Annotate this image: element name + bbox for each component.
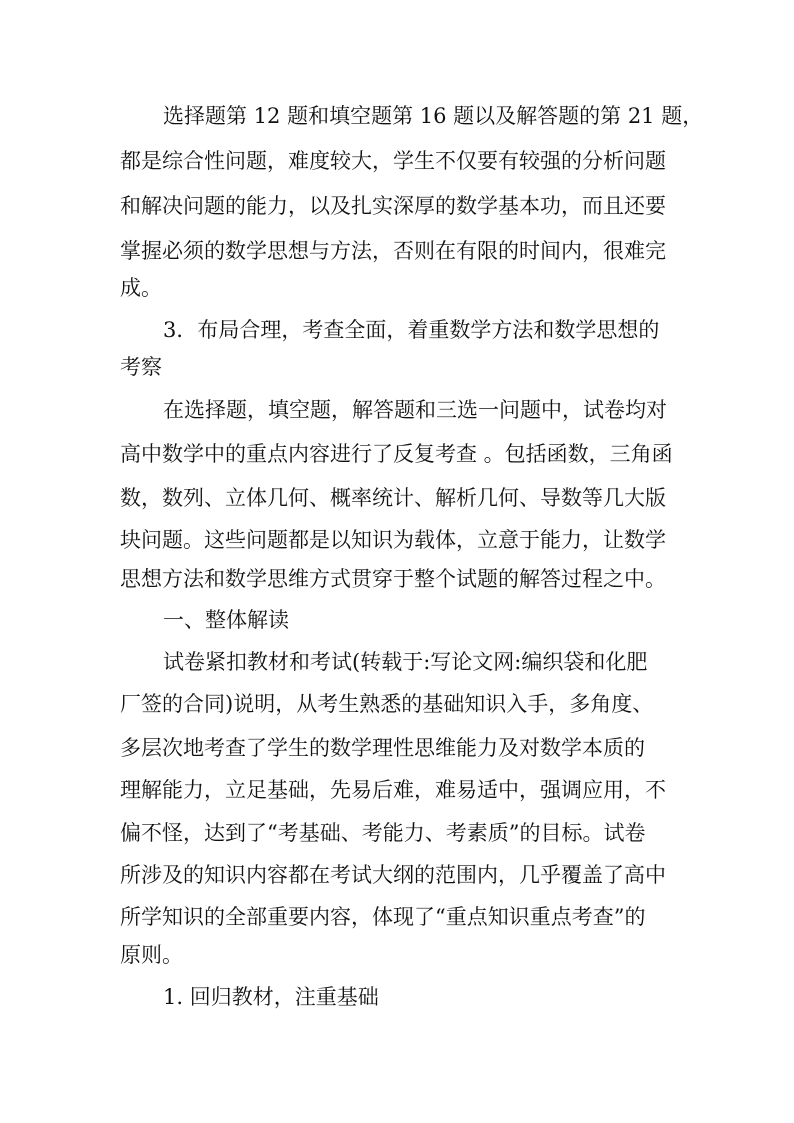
section-heading: 考察 <box>120 355 162 379</box>
paragraph-line: 块问题。这些问题都是以知识为载体，立意于能力，让数学 <box>120 528 666 552</box>
paragraph-line: 选择题第 12 题和填空题第 16 题以及解答题的第 21 题， <box>163 104 704 128</box>
paragraph-line: 所学知识的全部重要内容，体现了“重点知识重点考查”的 <box>120 905 646 929</box>
paragraph-line: 思想方法和数学思维方式贯穿于整个试题的解答过程之中。 <box>120 567 666 591</box>
paragraph-line: 理解能力，立足基础，先易后难，难易适中，强调应用，不 <box>120 778 666 802</box>
paragraph-line: 掌握必须的数学思想与方法，否则在有限的时间内，很难完 <box>120 239 666 263</box>
paragraph-line: 都是综合性问题，难度较大，学生不仅要有较强的分析问题 <box>120 149 666 173</box>
paragraph-line: 偏不怪，达到了“考基础、考能力、考素质”的目标。试卷 <box>120 821 646 845</box>
paragraph-line: 原则。 <box>120 943 183 967</box>
paragraph-line: 厂签的合同)说明，从考生熟悉的基础知识入手，多角度、 <box>120 692 654 716</box>
paragraph-line: 在选择题，填空题，解答题和三选一问题中，试卷均对 <box>163 398 667 422</box>
section-heading: 一、整体解读 <box>163 608 289 632</box>
paragraph-line: 成。 <box>120 276 162 300</box>
paragraph-line: 所涉及的知识内容都在考试大纲的范围内，几乎覆盖了高中 <box>120 863 666 887</box>
paragraph-line: 数，数列、立体几何、概率统计、解析几何、导数等几大版 <box>120 486 666 510</box>
paragraph-line: 试卷紧扣教材和考试(转载于:写论文网:编织袋和化肥 <box>163 650 648 674</box>
paragraph-line: 和解决问题的能力，以及扎实深厚的数学基本功，而且还要 <box>120 194 666 218</box>
paragraph-line: 高中数学中的重点内容进行了反复考查 。包括函数，三角函 <box>120 442 673 466</box>
section-heading: 3．布局合理，考查全面，着重数学方法和数学思想的 <box>163 318 660 342</box>
paragraph-line: 多层次地考查了学生的数学理性思维能力及对数学本质的 <box>120 736 645 760</box>
section-heading: 1. 回归教材，注重基础 <box>163 985 379 1009</box>
